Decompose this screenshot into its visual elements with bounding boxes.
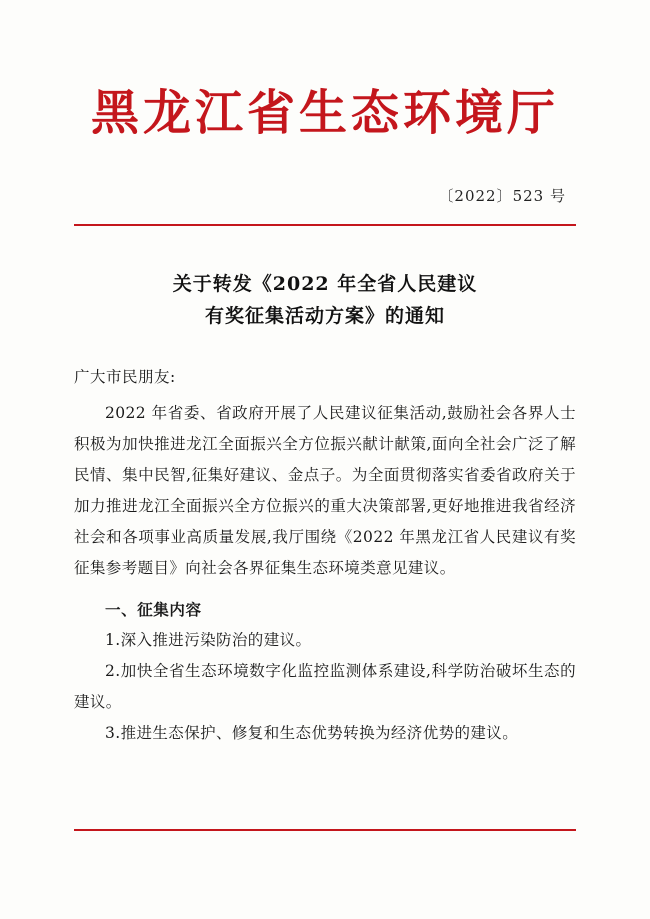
document-body [74, 226, 576, 749]
list-item: 2.加快全省生态环境数字化监控监测体系建设,科学防治破坏生态的建议。 [74, 662, 576, 712]
body-paragraph-1: 2022 年省委、省政府开展了人民建议征集活动,鼓励社会各界人士积极为加快推进龙江全面振兴全方位振兴献计献策,面向全社会广泛了解民情、集中民智,征集好建议、金点子。为全面贯彻落实省委省政府关于加力推进龙江全面振兴全方位振兴的重大决策部署,更好地推进我省经济社会和各项事业高质量发展,我厅围绕《2022 年黑龙江省人民建议有奖征集参考题目》向社会各界征集生态环境类意见建议。 [74, 404, 576, 578]
section-heading-collection-content: 一、征集内容 [105, 600, 202, 620]
document-number-row [0, 185, 650, 206]
list-item: 3.推进生态保护、修复和生态优势转换为经济优势的建议。 [105, 724, 519, 743]
list-item: 1.深入推进污染防治的建议。 [105, 631, 312, 650]
salutation: 广大市民朋友: [74, 367, 176, 386]
document-number: 〔2022〕523 号 [438, 187, 566, 206]
issuing-organization-title: 黑龙江省生态环境厅 [90, 85, 559, 141]
page-title-line-1: 关于转发《2022 年全省人民建议 [172, 273, 478, 296]
page-title-line-2: 有奖征集活动方案》的通知 [204, 305, 445, 328]
footer-red-divider [74, 829, 576, 831]
page-title [74, 268, 576, 333]
letterhead [0, 0, 650, 141]
